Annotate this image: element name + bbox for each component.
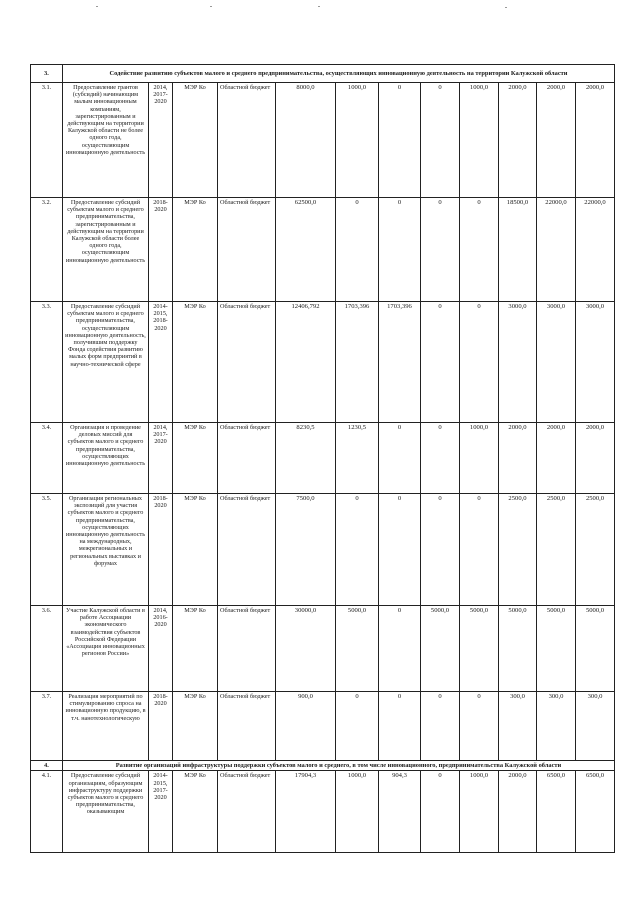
funding-value: 8000,0: [276, 83, 336, 198]
funding-value: 0: [336, 494, 379, 606]
measure-years: 2014-2015, 2018-2020: [149, 302, 173, 423]
funding-value: 6500,0: [576, 771, 615, 853]
scan-speck: [96, 6, 98, 7]
funding-value: 0: [421, 83, 460, 198]
measure-row: [31, 606, 615, 692]
measure-number: 3.7.: [31, 692, 63, 761]
measure-name: Реализация мероприятий по стимулированию спроса на инновационную продукцию, в т.ч. нанотехнологическую: [63, 692, 149, 761]
measure-row: [31, 692, 615, 761]
funding-source: Областной бюджет: [218, 771, 276, 853]
funding-value: 0: [421, 302, 460, 423]
funding-value: 1703,396: [336, 302, 379, 423]
funding-value: 5000,0: [421, 606, 460, 692]
funding-value: 22000,0: [576, 198, 615, 302]
section-header-row: [31, 65, 615, 83]
funding-source: Областной бюджет: [218, 302, 276, 423]
scan-speck: [318, 6, 320, 7]
funding-value: 1230,5: [336, 423, 379, 494]
measure-row: [31, 771, 615, 853]
funding-value: 2000,0: [499, 771, 537, 853]
funding-value: 1000,0: [336, 83, 379, 198]
funding-value: 0: [421, 771, 460, 853]
measure-number: 3.5.: [31, 494, 63, 606]
measure-name: Предоставление субсидий субъектам малого и среднего предпринимательства, осуществляющим инновационную деятельность, получившим поддержку Фонда содействия развитию малых форм предприятий в научно-технической сфере: [63, 302, 149, 423]
funding-value: 2000,0: [537, 83, 576, 198]
funding-value: 1000,0: [460, 771, 499, 853]
funding-value: 7500,0: [276, 494, 336, 606]
funding-value: 0: [421, 494, 460, 606]
funding-value: 30000,0: [276, 606, 336, 692]
measure-executor: МЭР Ко: [173, 692, 218, 761]
measure-executor: МЭР Ко: [173, 302, 218, 423]
measure-years: 2018-2020: [149, 692, 173, 761]
measure-row: [31, 83, 615, 198]
funding-value: 0: [460, 692, 499, 761]
measure-name: Организация и проведение деловых миссий для субъектов малого и среднего предпринимательства, осуществляющих инновационную деятельность: [63, 423, 149, 494]
measure-years: 2014, 2016-2020: [149, 606, 173, 692]
measure-executor: МЭР Ко: [173, 606, 218, 692]
funding-value: 0: [460, 198, 499, 302]
measure-years: 2014-2015, 2017-2020: [149, 771, 173, 853]
scan-speck: [210, 6, 212, 7]
funding-value: 300,0: [499, 692, 537, 761]
funding-value: 300,0: [576, 692, 615, 761]
measure-row: [31, 302, 615, 423]
funding-source: Областной бюджет: [218, 494, 276, 606]
funding-value: 6500,0: [537, 771, 576, 853]
measure-number: 3.6.: [31, 606, 63, 692]
funding-value: 18500,0: [499, 198, 537, 302]
funding-value: 2000,0: [576, 423, 615, 494]
measure-number: 3.2.: [31, 198, 63, 302]
funding-value: 1000,0: [460, 83, 499, 198]
funding-value: 5000,0: [499, 606, 537, 692]
measure-executor: МЭР Ко: [173, 83, 218, 198]
funding-value: 62500,0: [276, 198, 336, 302]
funding-value: 0: [379, 494, 421, 606]
funding-value: 5000,0: [576, 606, 615, 692]
funding-value: 904,3: [379, 771, 421, 853]
funding-value: 0: [421, 692, 460, 761]
measure-name: Предоставление субсидий субъектам малого и среднего предпринимательства, зарегистрированным и действующим на территории Калужской области более одного года, осуществляющим инновационную деятельность: [63, 198, 149, 302]
measure-executor: МЭР Ко: [173, 423, 218, 494]
funding-value: 17904,3: [276, 771, 336, 853]
scan-speck: [505, 7, 507, 8]
measure-number: 3.3.: [31, 302, 63, 423]
funding-value: 0: [421, 423, 460, 494]
measure-number: 3.1.: [31, 83, 63, 198]
funding-value: 2000,0: [537, 423, 576, 494]
funding-value: 0: [336, 692, 379, 761]
funding-value: 2500,0: [537, 494, 576, 606]
funding-value: 0: [460, 494, 499, 606]
measure-name: Организация региональных экспозиций для участия субъектов малого и среднего предпринимательства, осуществляющих инновационную деятельность на международных, межрегиональных и региональных выставках и форумах: [63, 494, 149, 606]
measure-years: 2018-2020: [149, 494, 173, 606]
funding-value: 300,0: [537, 692, 576, 761]
measure-executor: МЭР Ко: [173, 198, 218, 302]
section-title: Развитие организаций инфраструктуры поддержки субъектов малого и среднего, в том числе инновационного, предпринимательства Калужской области: [63, 761, 615, 771]
funding-source: Областной бюджет: [218, 423, 276, 494]
funding-value: 3000,0: [499, 302, 537, 423]
funding-value: 0: [379, 692, 421, 761]
funding-value: 5000,0: [336, 606, 379, 692]
funding-source: Областной бюджет: [218, 692, 276, 761]
funding-value: 2000,0: [499, 423, 537, 494]
funding-value: 2000,0: [499, 83, 537, 198]
measure-years: 2014, 2017-2020: [149, 423, 173, 494]
measure-years: 2018-2020: [149, 198, 173, 302]
program-measures-table: [30, 64, 615, 853]
measure-executor: МЭР Ко: [173, 494, 218, 606]
funding-value: 3000,0: [537, 302, 576, 423]
funding-source: Областной бюджет: [218, 606, 276, 692]
funding-value: 8230,5: [276, 423, 336, 494]
funding-source: Областной бюджет: [218, 83, 276, 198]
funding-value: 22000,0: [537, 198, 576, 302]
funding-value: 1703,396: [379, 302, 421, 423]
section-number: 4.: [31, 761, 63, 771]
funding-value: 2500,0: [576, 494, 615, 606]
measure-years: 2014, 2017-2020: [149, 83, 173, 198]
measure-row: [31, 198, 615, 302]
measure-name: Участие Калужской области в работе Ассоциации экономического взаимодействия субъектов Российской Федерации «Ассоциация инновационных регионов России»: [63, 606, 149, 692]
section-number: 3.: [31, 65, 63, 83]
funding-value: 0: [379, 198, 421, 302]
funding-value: 1000,0: [336, 771, 379, 853]
measure-number: 4.1.: [31, 771, 63, 853]
funding-value: 0: [460, 302, 499, 423]
funding-value: 2500,0: [499, 494, 537, 606]
funding-value: 5000,0: [460, 606, 499, 692]
measure-number: 3.4.: [31, 423, 63, 494]
section-title: Содействие развитию субъектов малого и среднего предпринимательства, осуществляющих инновационную деятельность на территории Калужской области: [63, 65, 615, 83]
funding-value: 12406,792: [276, 302, 336, 423]
funding-value: 0: [379, 606, 421, 692]
funding-value: 5000,0: [537, 606, 576, 692]
funding-value: 3000,0: [576, 302, 615, 423]
measure-row: [31, 494, 615, 606]
funding-value: 900,0: [276, 692, 336, 761]
funding-value: 0: [421, 198, 460, 302]
funding-value: 0: [379, 423, 421, 494]
measure-row: [31, 423, 615, 494]
funding-value: 0: [336, 198, 379, 302]
measure-executor: МЭР Ко: [173, 771, 218, 853]
funding-source: Областной бюджет: [218, 198, 276, 302]
section-header-row: [31, 761, 615, 771]
funding-value: 0: [379, 83, 421, 198]
measure-name: Предоставление грантов (субсидий) начинающим малым инновационным компаниям, зарегистрированным и действующим на территории Калужской области не более одного года, осуществляющим инновационную деятельность: [63, 83, 149, 198]
funding-value: 1000,0: [460, 423, 499, 494]
measure-name: Предоставление субсидий организациям, образующим инфраструктуру поддержки субъектов малого и среднего предпринимательства, оказывающим: [63, 771, 149, 853]
funding-value: 2000,0: [576, 83, 615, 198]
